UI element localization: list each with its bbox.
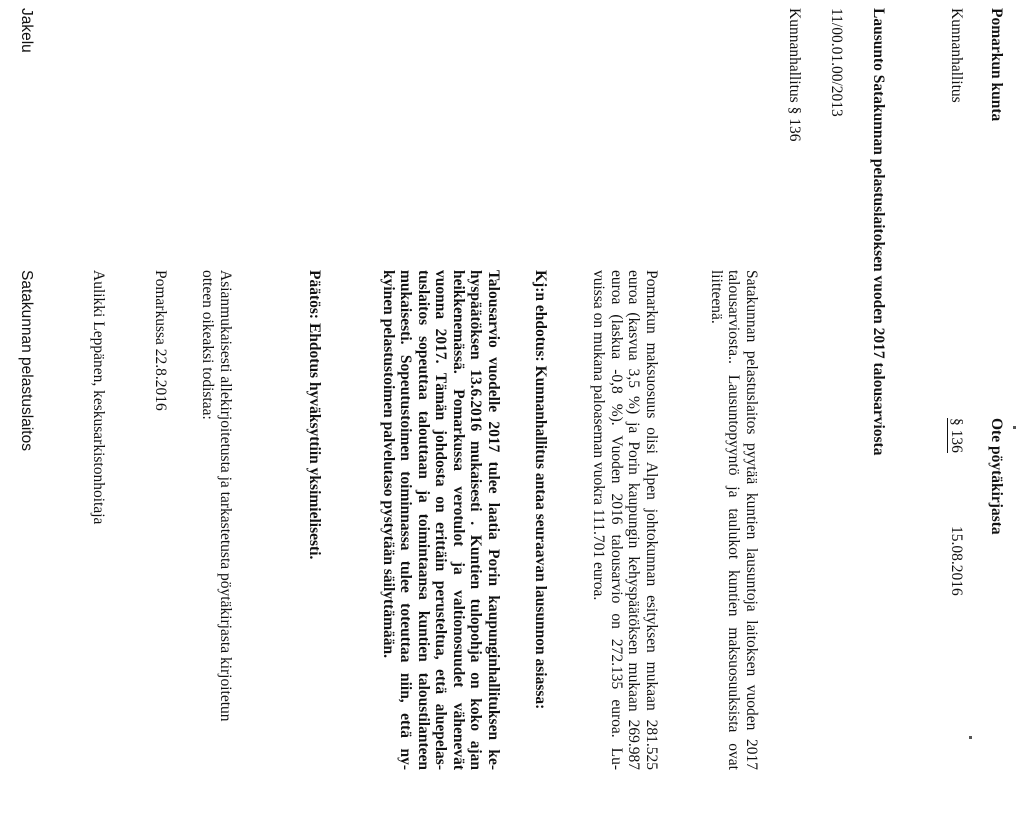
decision: Päätös: Ehdotus hyväksyttiin yksimielisesti. <box>306 270 323 560</box>
statement-line: mukaisesti. Sopeutustoimen toiminnassa tulee toteuttaa niin, että ny- <box>397 270 415 770</box>
statement-line: tuslaitos sopeuttaa talouttaan ja toimintaansa kuntien taloustilanteen <box>415 270 432 770</box>
reference-number: 11/00.01.00/2013 <box>828 8 845 117</box>
statement-line: vuonna 2017. Tämän johdosta on erittäin perusteltua, että aluepelas- <box>432 270 450 770</box>
fee-line: Pomarkun maksuosuus olisi Alpen johtokunnan esityksen mukaan 281.525 <box>643 270 660 770</box>
distribution-recipient: Satakunnan pelastuslaitos <box>18 270 35 451</box>
section-reference: Kunnanhallitus § 136 <box>786 8 803 142</box>
fee-line: euroa (kasvua 3,5 %) ja Porin kaupungin kehyspäätöksen mukaan 269.987 <box>625 270 643 770</box>
certification-line: Asianmukaisesti allekirjoitetusta ja tarkastetusta pöytäkirjasta kirjoitetun <box>217 270 234 722</box>
intro-paragraph <box>708 270 761 770</box>
statement-line: hyspäätöksen 13.6.2016 mukaisesti . Kuntien tulopohja on koko ajan <box>467 270 485 770</box>
scan-speck <box>1013 426 1016 429</box>
fee-paragraph <box>590 270 660 770</box>
document-type: Ote pöytäkirjasta <box>988 418 1005 535</box>
municipality-name: Pomarkun kunta <box>988 8 1005 122</box>
certification-line: otteen oikeaksi todistaa: <box>199 270 217 420</box>
meeting-date: 15.08.2016 <box>948 526 965 596</box>
statement-line: heikkenemässä. Pomarkussa verotulot ja valtionosuudet vähenevät <box>450 270 467 770</box>
proposal-heading: Kj:n ehdotus: Kunnanhallitus antaa seuraavan lausunnon asiassa: <box>532 270 549 710</box>
scan-speck <box>969 736 972 739</box>
governing-body: Kunnanhallitus <box>948 8 965 103</box>
intro-line: liitteenä. <box>708 270 725 324</box>
document-title: Lausunto Satakunnan pelastuslaitoksen vuoden 2017 talousarviosta <box>870 8 887 456</box>
section-number: § 136 <box>948 418 965 453</box>
statement-line: Talousarvio vuodelle 2017 tulee laatia Porin kaupunginhallituksen ke- <box>485 270 502 770</box>
intro-line: talousarviosta.. Lausuntopyyntö ja taulukot kuntien maksuosuuksista ovat <box>725 270 743 770</box>
place-and-date: Pomarkussa 22.8.2016 <box>152 270 169 411</box>
intro-line: Satakunnan pelastuslaitos pyytää kuntien lausuntoja laitoksen vuoden 2017 <box>743 270 760 770</box>
statement-paragraph <box>380 270 503 770</box>
signatory: Aulikki Leppänen, keskusarkistonhoitaja <box>90 270 107 525</box>
statement-line: kyinen pelastustoimen palvelutaso pystytään säilyttämään. <box>380 270 397 658</box>
fee-line: euroa (laskua -0,8 %). Vuoden 2016 talousarvio on 272.135 euroa. Lu- <box>608 270 625 770</box>
fee-line: vuissa on mukana paloaseman vuokra 111.701 euroa. <box>590 270 608 601</box>
certification-paragraph <box>199 270 234 770</box>
distribution-label: Jakelu <box>18 8 35 53</box>
